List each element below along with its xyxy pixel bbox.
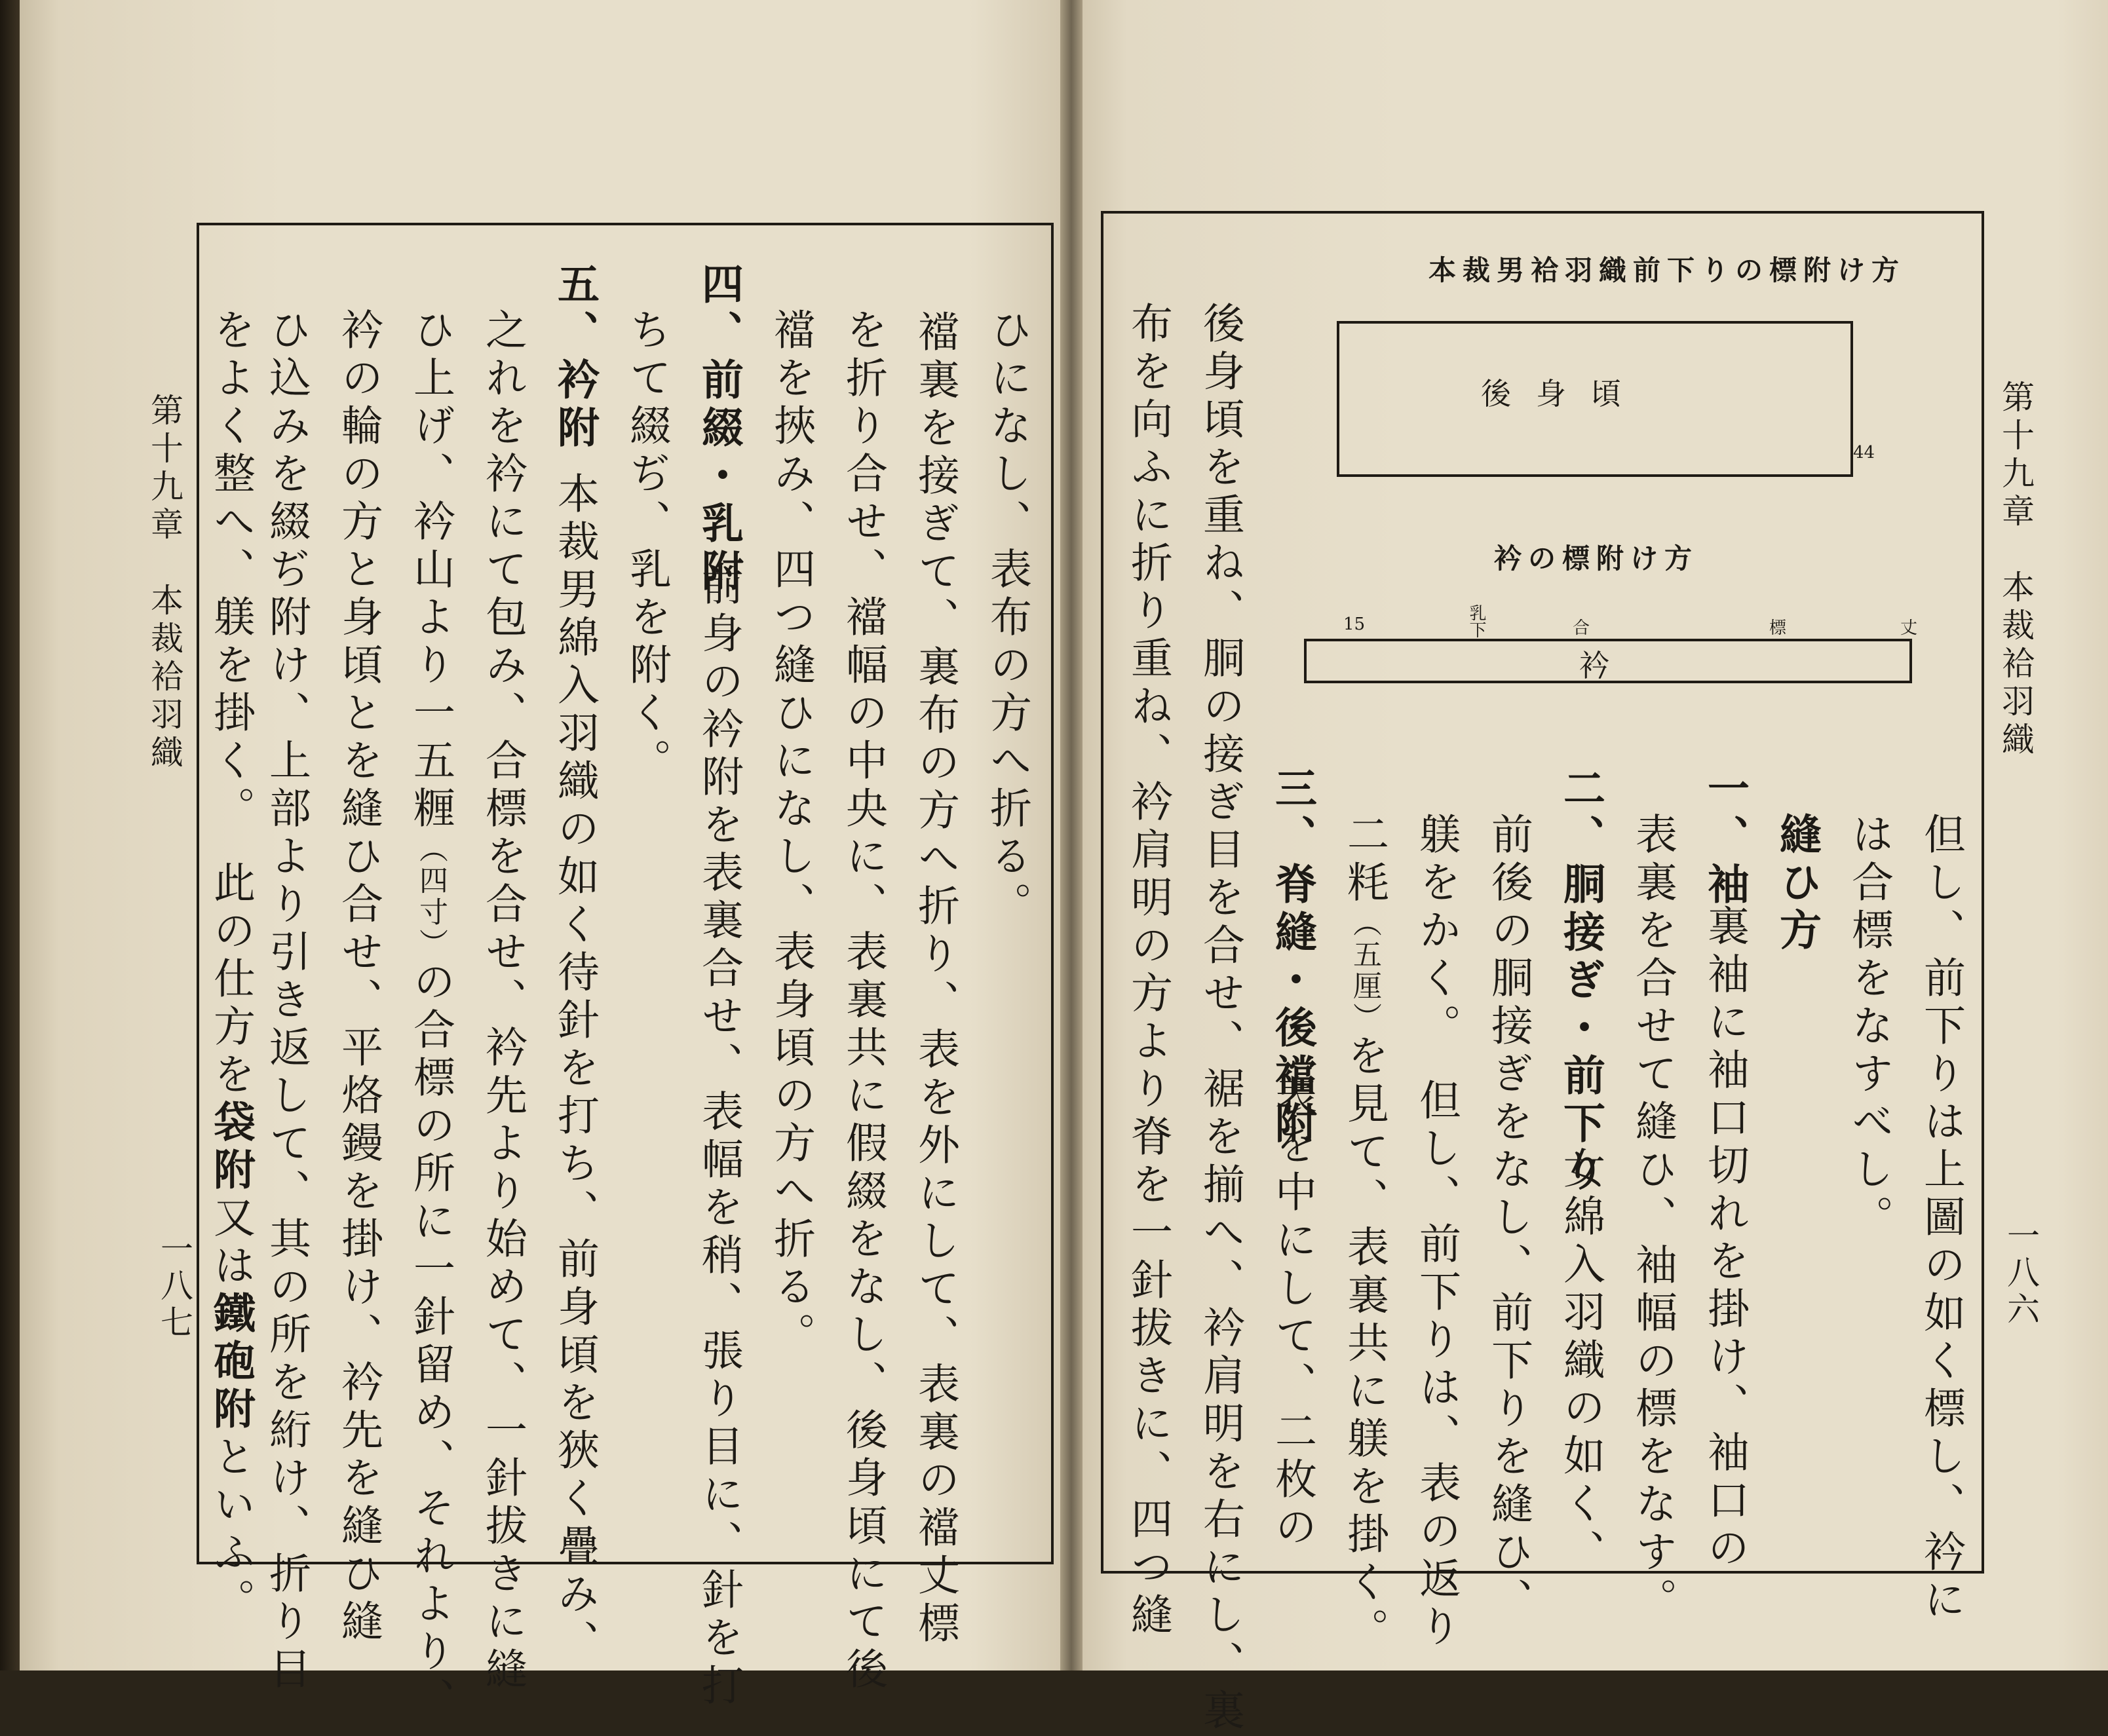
figure1-label: 後身頃 xyxy=(1481,376,1646,411)
left-col-3: を折り合せ、襠幅の中央に、表裏共に假綴をなし、後身頃にて後 xyxy=(839,308,887,1695)
right-col-10: 表を中にして、二枚の xyxy=(1268,1074,1316,1553)
right-col-1: 但し、前下りは上圖の如く標し、衿に xyxy=(1917,812,1965,1625)
item3-number: 三、 xyxy=(1268,766,1317,862)
right-col-9-a: 二粍 xyxy=(1340,812,1389,908)
section-title-nuikata: 縫ひ方 xyxy=(1773,812,1822,956)
item2-number: 二、 xyxy=(1556,766,1605,862)
left-col-9-a: ひ上げ、衿山より一五糎 xyxy=(406,308,455,834)
left-col-4: 襠を挾み、四つ縫ひになし、表身頃の方へ折る。 xyxy=(767,308,815,1360)
item3-title: 脊縫・後襠附 xyxy=(1268,862,1317,1149)
figure2-label: 衿 xyxy=(1579,648,1634,683)
left-page-number: 一八七 xyxy=(155,1232,193,1342)
item1-head xyxy=(1700,766,1750,910)
figure2-mark-15: 15 xyxy=(1343,614,1366,634)
figure2-mark-chishita: 乳下 xyxy=(1466,604,1486,638)
left-col-6: ちて綴ぢ、乳を附く。 xyxy=(623,308,671,786)
left-col-7: 本裁男綿入羽織の如く待針を打ち、前身頃を狹く疊み、 xyxy=(550,472,599,1667)
figure1-mark: 44 xyxy=(1853,443,1875,462)
item2-head xyxy=(1556,766,1605,1197)
note-4sun: （四寸） xyxy=(414,834,448,960)
left-col-9 xyxy=(406,308,455,1725)
left-col-1: ひになし、表布の方へ折る。 xyxy=(983,308,1031,930)
left-col-12 xyxy=(206,308,256,1626)
head5-title: 衿附 xyxy=(550,358,600,453)
term-fukurozuke: 袋附 xyxy=(206,1100,256,1196)
figure1-title: 本裁男袷羽織前下りの標附け方 xyxy=(1428,254,1906,286)
item2-title: 胴接ぎ・前下り xyxy=(1556,862,1605,1197)
left-col-12-b: 又は xyxy=(206,1196,255,1291)
left-col-12-c: といふ。 xyxy=(206,1435,255,1626)
figure2-title: 衿の標附け方 xyxy=(1494,542,1699,575)
left-col-11: ひ込みを綴ぢ附け、上部より引き返して、其の所を絎け、折り目 xyxy=(262,308,311,1695)
right-col-9 xyxy=(1340,812,1389,1655)
head4-title: 前綴・乳附 xyxy=(695,358,744,597)
left-head-4 xyxy=(695,262,744,597)
term-teppozuke: 鐵砲附 xyxy=(206,1291,256,1435)
left-head-5 xyxy=(550,262,600,453)
figure2-mark-take: 丈 xyxy=(1900,618,1918,638)
left-col-8: 之れを衿にて包み、合標を合せ、衿先より始めて、一針拔きに縫 xyxy=(478,308,527,1695)
right-col-11: 後身頃を重ね、胴の接ぎ目を合せ、裾を揃へ、衿肩明を右にし、裏 xyxy=(1196,301,1244,1736)
figure2-mark-ai: 合 xyxy=(1573,618,1590,638)
head5-number: 五、 xyxy=(550,262,600,358)
right-col-5: 表裏を合せて縫ひ、袖幅の標をなす。 xyxy=(1628,812,1677,1625)
right-col-7: 前後の胴接ぎをなし、前下りを縫ひ、 xyxy=(1484,812,1533,1625)
left-running-head: 第十九章 本裁袷羽織 xyxy=(145,393,183,773)
right-col-12: 布を向ふに折り重ね、衿肩明の方より脊を一針拔きに、四つ縫 xyxy=(1124,301,1172,1640)
right-col-4: 裏袖に袖口切れを掛け、袖口の xyxy=(1700,904,1749,1574)
right-col-2: は合標をなすべし。 xyxy=(1845,812,1893,1243)
book-gutter xyxy=(1060,0,1083,1670)
item1-number: 一、 xyxy=(1700,766,1750,862)
right-col-9-b: を見て、表裏共に躾を掛く。 xyxy=(1340,1034,1389,1655)
left-col-10: 衿の輪の方と身頃とを縫ひ合せ、平烙鏝を掛け、衿先を縫ひ縫 xyxy=(334,308,383,1647)
right-page-number: 一八六 xyxy=(2002,1218,2040,1329)
right-col-6: 女綿入羽織の如く、 xyxy=(1556,1146,1605,1577)
figure2-mark-shirushi: 標 xyxy=(1769,618,1787,638)
left-col-9-b: の合標の所に一針留め、それより、 xyxy=(406,960,455,1725)
right-col-8: 躾をかく。 但し、前下りは、表の返り xyxy=(1412,812,1461,1652)
head4-number: 四、 xyxy=(695,262,744,358)
note-5rin: （五厘） xyxy=(1348,908,1381,1034)
left-col-5: 前身の衿附を表裏合せ、表幅を稍、張り目に、針を打 xyxy=(695,563,743,1711)
right-running-head: 第十九章 本裁袷羽織 xyxy=(1997,380,2035,760)
item1-title: 袖 xyxy=(1700,862,1750,910)
left-col-2: 襠裏を接ぎて、裏布の方へ折り、表を外にして、表裏の襠丈標 xyxy=(911,262,959,1649)
left-col-12-a: をよく整へ、躾を掛く。 此の仕方を xyxy=(206,308,255,1100)
